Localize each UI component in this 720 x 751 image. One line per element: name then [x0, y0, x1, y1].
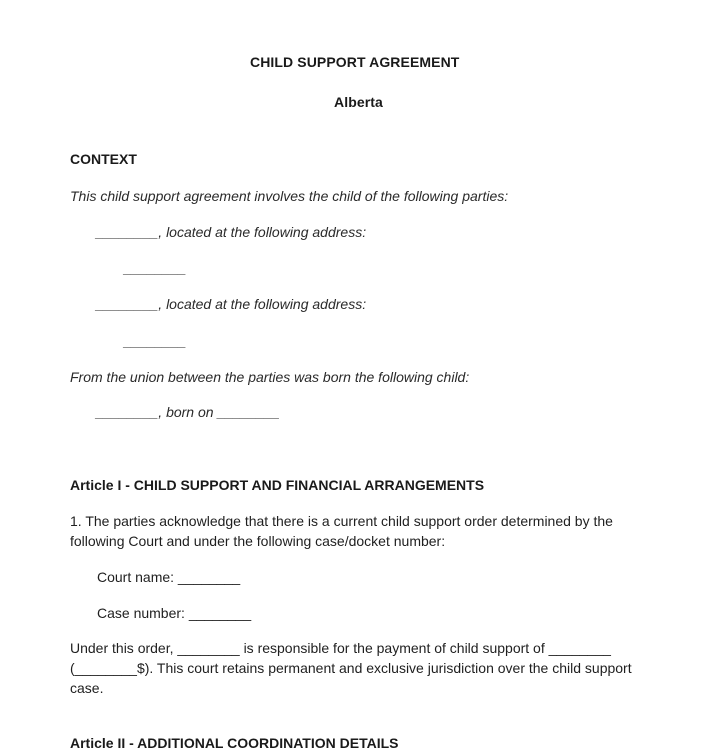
context-heading: CONTEXT: [70, 151, 137, 167]
party1-address: ________: [124, 260, 187, 276]
article2-heading: Article II - ADDITIONAL COORDINATION DETAILS: [70, 735, 399, 751]
party2-line: ________, located at the following address:: [96, 296, 367, 312]
article1-paragraph2: Under this order, ________ is responsible for the payment of child support of ________ (________$). This court retains permanent and exclusive jurisdiction over the child support case.: [70, 640, 632, 696]
document-province: Alberta: [334, 94, 383, 110]
child-line: ________, born on ________: [96, 404, 280, 420]
party1-line: ________, located at the following address:: [96, 224, 367, 240]
party2-address: ________: [124, 333, 187, 349]
court-name-line: Court name: ________: [97, 569, 241, 585]
article1-heading: Article I - CHILD SUPPORT AND FINANCIAL ARRANGEMENTS: [70, 477, 485, 493]
context-intro: This child support agreement involves the child of the following parties:: [70, 188, 509, 204]
case-number-line: Case number: ________: [97, 605, 252, 621]
article1-paragraph1: 1. The parties acknowledge that there is a current child support order determined by the following Court and under the following case/docket number:: [70, 513, 613, 549]
union-line: From the union between the parties was born the following child:: [70, 369, 470, 385]
document-title: CHILD SUPPORT AGREEMENT: [250, 54, 460, 70]
